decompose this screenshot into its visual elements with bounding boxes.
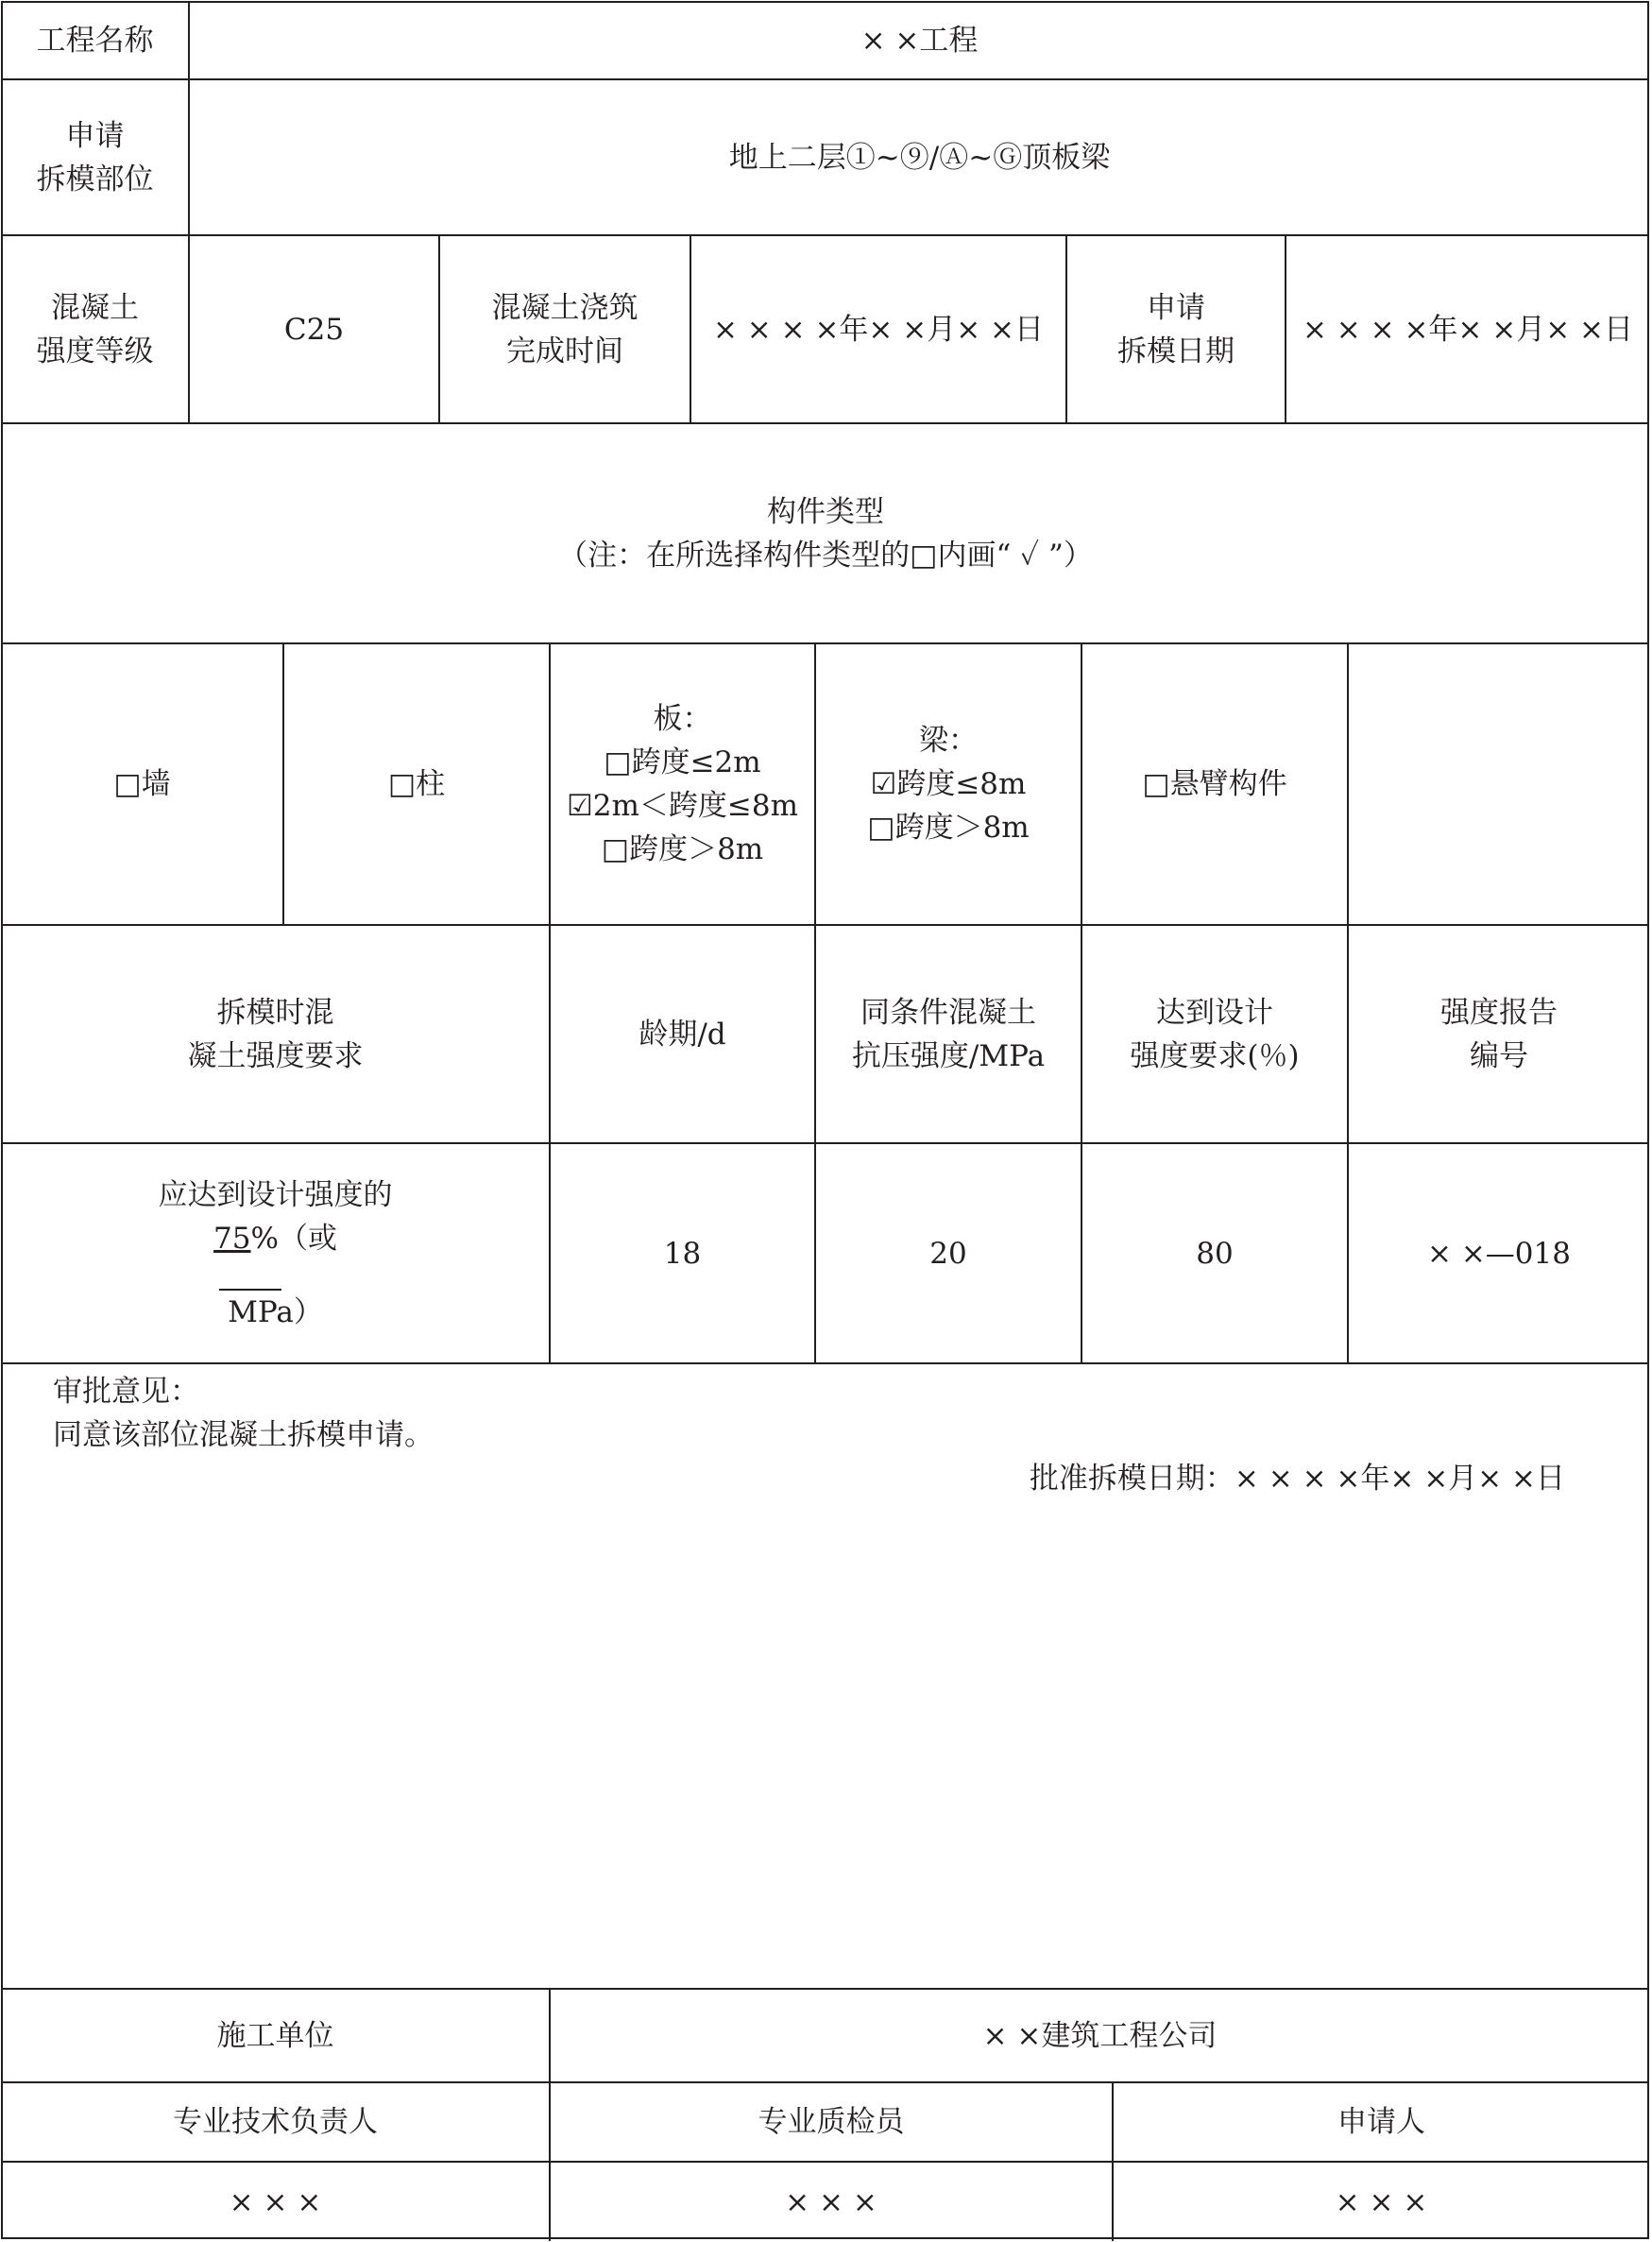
same-condition-strength-value [816,1144,1081,1362]
age-header [551,926,814,1142]
review-section [53,1370,434,1457]
column-option[interactable] [284,644,549,924]
approval-date: 批准拆模日期：× × × ×年× ×月× ×日 [1029,1462,1565,1496]
location-value [190,80,1649,234]
same-condition-header-line1: 同条件混凝土 [860,995,1036,1030]
strength-requirement-header-line2: 凝土强度要求 [187,1038,364,1073]
beam-title: 梁： [919,724,978,758]
report-number-header [1349,926,1649,1142]
strength-requirement-line1: 应达到设计强度的 [158,1177,393,1212]
apply-date-value [1286,236,1649,422]
beam-option-span-le-8m[interactable]: ☑跨度≤8m [870,767,1027,801]
empty-component-cell [1349,644,1649,924]
design-percent-header-line1: 达到设计 [1156,995,1273,1030]
qc-inspector-value-text: × × × [785,2184,877,2219]
tech-lead-value-text: × × × [229,2184,322,2219]
qc-inspector-value [551,2163,1112,2241]
grade-label-line2: 强度等级 [36,334,154,368]
contractor-label [2,1990,549,2081]
location-label-line2: 拆模部位 [36,162,154,197]
pour-time-label [440,236,690,422]
slab-option-span-le-2m[interactable]: □跨度≤2m [604,745,761,779]
column-option-text: □柱 [387,767,446,801]
apply-date-label [1067,236,1285,422]
apply-date-value-text: × × × ×年× ×月× ×日 [1302,312,1634,347]
wall-option-text: □墙 [113,767,171,801]
report-number-header-line1: 强度报告 [1440,995,1558,1030]
location-value-text: 地上二层①~⑨/Ⓐ~Ⓖ顶板梁 [728,140,1111,175]
beam-option-span-gt-8m[interactable]: □跨度＞8m [867,811,1030,845]
strength-requirement-header [2,926,549,1142]
component-type-heading [2,424,1649,642]
grade-label-line1: 混凝土 [51,290,139,325]
contractor-value [551,1990,1649,2081]
wall-option[interactable] [2,644,282,924]
mpa-blank-field[interactable] [219,1260,281,1291]
grade-label [2,236,188,422]
grade-value [190,236,438,422]
cantilever-option[interactable] [1082,644,1347,924]
slab-title: 板： [653,702,712,736]
design-percent-header [1082,926,1347,1142]
same-condition-value-text: 20 [929,1236,967,1271]
grade-value-text: C25 [283,312,345,347]
project-name-label-text: 工程名称 [36,23,154,58]
design-percent-header-line2: 强度要求(％) [1130,1038,1300,1073]
contractor-label-text: 施工单位 [216,2018,334,2053]
project-name-value [190,2,1649,78]
same-condition-strength-header [816,926,1081,1142]
location-label-line1: 申请 [65,118,125,153]
tech-lead-label-text: 专业技术负责人 [173,2105,378,2139]
slab-options [551,644,814,924]
slab-option-span-gt-8m[interactable]: □跨度＞8m [601,832,764,866]
qc-inspector-label-text: 专业质检员 [758,2105,905,2139]
report-number-header-line2: 编号 [1470,1038,1528,1073]
component-type-note: （注：在所选择构件类型的□内画“ ✓ ”） [558,538,1093,573]
project-name-value-text: × ×工程 [860,23,979,58]
required-percent-suffix: %（或 [250,1221,337,1256]
location-label [2,80,188,234]
required-mpa-suffix: MPa） [228,1294,323,1329]
pour-time-label-line2: 完成时间 [506,334,623,368]
beam-options [816,644,1081,924]
apply-date-label-line2: 拆模日期 [1117,334,1235,368]
qc-inspector-label [551,2083,1112,2161]
age-header-text: 龄期/d [639,1017,726,1052]
pour-time-label-line1: 混凝土浇筑 [491,290,639,325]
component-type-title: 构件类型 [767,494,884,529]
report-number-value [1349,1144,1649,1362]
design-percent-value [1082,1144,1347,1362]
row-divider [2,1362,1649,1364]
strength-requirement-line2 [213,1217,337,1334]
review-opinion: 同意该部位混凝土拆模申请。 [53,1418,434,1452]
slab-option-span-2-8m[interactable]: ☑2m＜跨度≤8m [566,789,798,823]
same-condition-header-line2: 抗压强度/MPa [851,1038,1046,1073]
pour-time-value-text: × × × ×年× ×月× ×日 [712,312,1045,347]
pour-time-value [691,236,1065,422]
contractor-value-text: × ×建筑工程公司 [982,2018,1218,2053]
age-value [551,1144,814,1362]
age-value-text: 18 [663,1236,702,1271]
applicant-value [1114,2163,1649,2241]
required-percent: 75 [213,1221,251,1256]
report-number-value-text: × ×—018 [1427,1236,1571,1271]
project-name-label [2,2,188,78]
strength-requirement-value [2,1144,549,1362]
design-percent-value-text: 80 [1196,1236,1234,1271]
apply-date-label-line1: 申请 [1147,290,1205,325]
tech-lead-label [2,2083,549,2161]
cantilever-option-text: □悬臂构件 [1142,767,1287,801]
applicant-label-text: 申请人 [1337,2105,1425,2139]
applicant-label [1114,2083,1649,2161]
applicant-value-text: × × × [1335,2184,1428,2219]
tech-lead-value [2,2163,549,2241]
review-label: 审批意见： [53,1375,199,1409]
strength-requirement-header-line1: 拆模时混 [216,995,334,1030]
